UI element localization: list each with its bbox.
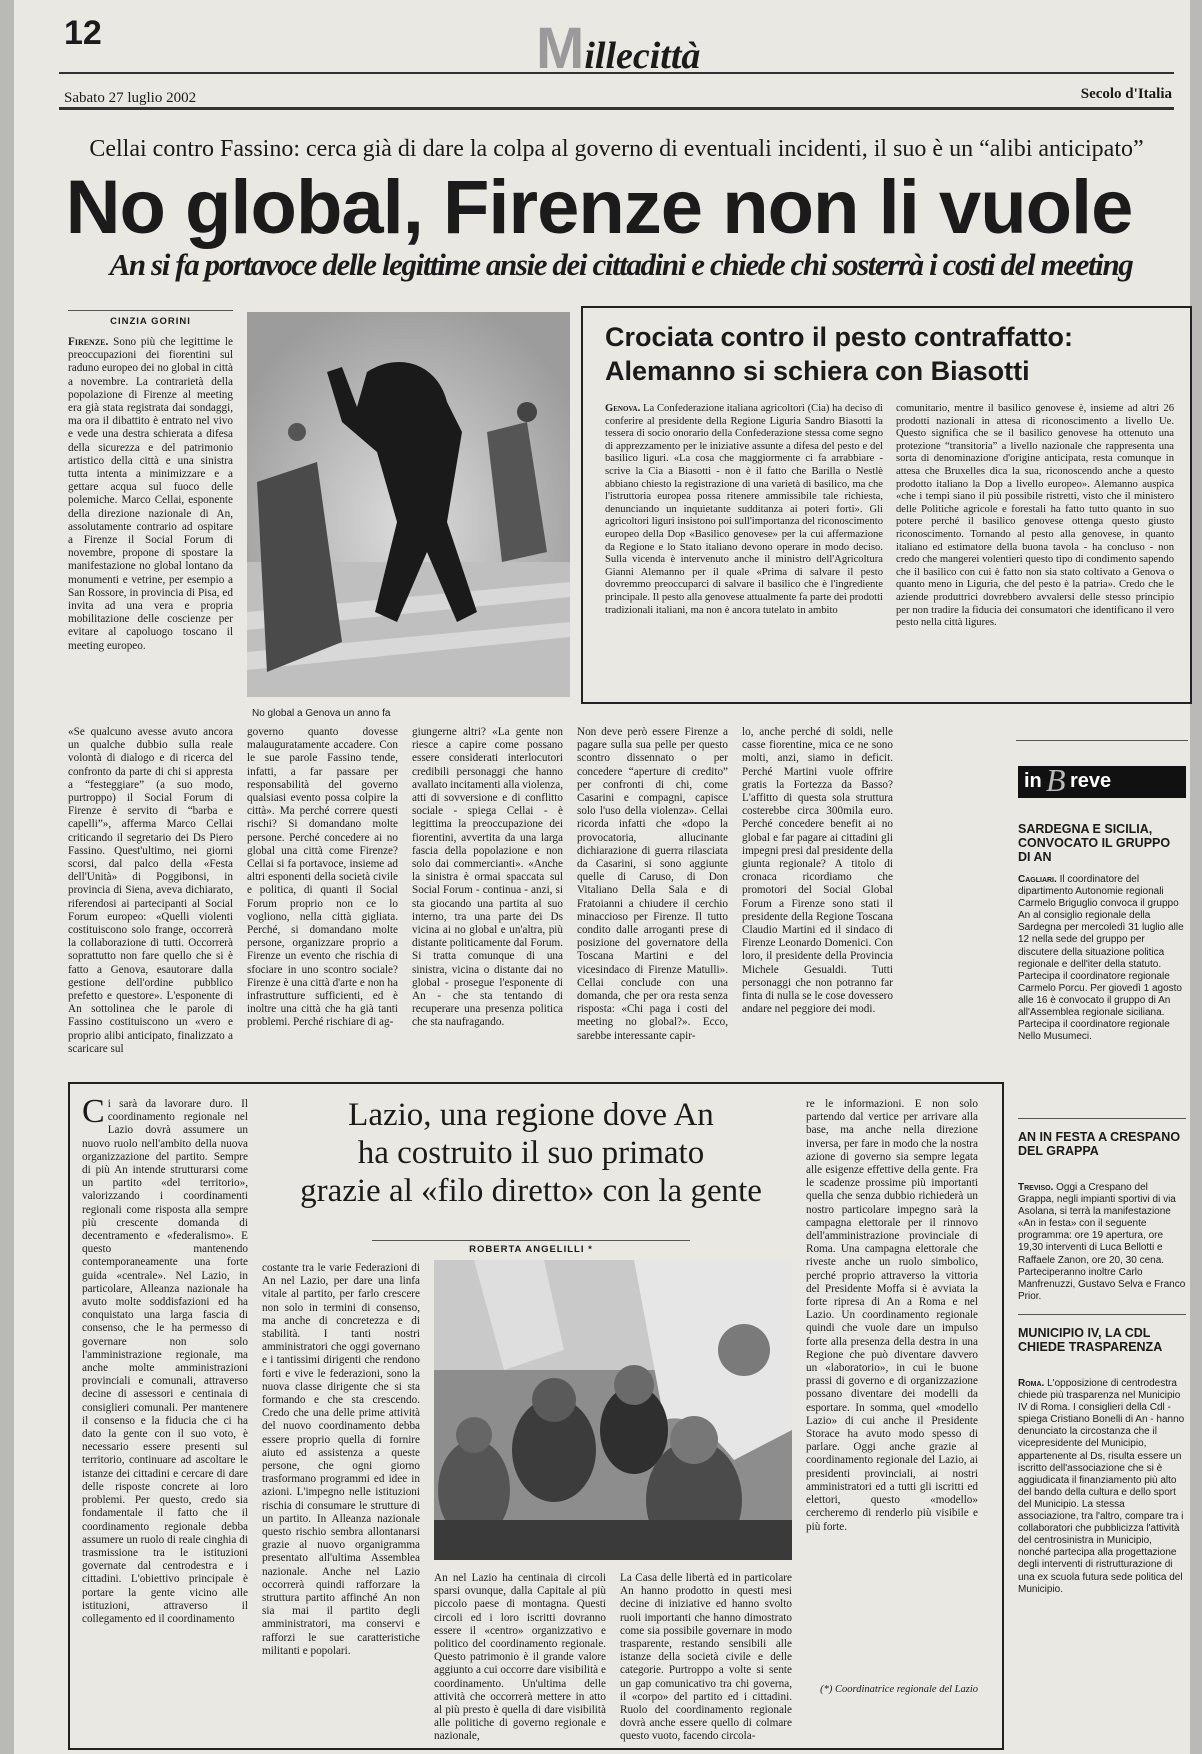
brief-1-body	[1018, 874, 1186, 1108]
lead-col-5: lo, anche perché di soldi, nelle casse fiorentine, mica ce ne sono molti, anzi, siamo in deficit. Perché Martini vuole offrire gratis la Fortezza da Basso? L'affitto di questa sola struttura costerebbe circa 300mila euro. Perché concedere benefit ai no global e far pagare ai cittadini gli impegni presi dal presidente della giunta regionale? A titolo di cronaca ricordiamo che promotori del Social Global Forum a Firenze sono stati il presidente della Regione Toscana Claudio Martini ed il sindaco di Firenze Leonardo Domenici. Con loro, il presidente della Provincia Michele Gesualdi. Tutti personaggi che non potranno far finta di nulla se le cose dovessero andare nel peggiore dei modi.	[742, 726, 893, 1016]
brief-1-title: SARDEGNA E SICILIA, CONVOCATO IL GRUPPO DI AN	[1018, 822, 1171, 864]
lead-dateline: Firenze.	[68, 336, 109, 348]
lazio-story-box	[68, 1082, 1004, 1750]
lead-col-1	[68, 336, 233, 724]
brief-rule-1	[1018, 1118, 1186, 1119]
in-breve-logo-b: B	[1046, 762, 1066, 798]
lazio-col-1	[82, 1093, 248, 1738]
lazio-col-3a: An nel Lazio ha centinaia di circoli sparsi ovunque, dalla Capitale al più piccolo paese di montagna. Questi circoli ed i loro iscritti dovranno essere il «centro» organizzativo e politico del coordinamento regionale. Questo patrimonio è il grande valore aggiunto a cui occorre dare visibilità e coordinamento. Un'ultima delle attività che occorrerà mettere in atto al più presto è quella di dare visibilità alle politiche di governo regionale e nazionale,	[434, 1572, 606, 1743]
byline-rule	[68, 310, 233, 311]
brief-3-body	[1018, 1378, 1186, 1690]
lead-photo-caption: No global a Genova un anno fa	[252, 708, 391, 719]
pesto-col-1	[605, 403, 883, 693]
masthead-rule	[59, 72, 1174, 74]
lead-headline: No global, Firenze non li vuole	[65, 165, 1133, 250]
pesto-headline-line-1: Crociata contro il pesto contraffatto:	[605, 322, 1074, 352]
lead-photo	[247, 312, 570, 697]
pesto-dateline: Genova.	[605, 403, 641, 414]
brief-top-rule	[1016, 740, 1188, 741]
lead-col-4: Non deve però essere Firenze a pagare sulla sua pelle per questo scontro dissennato o per concedere “aperture di credito” per confronti di chi, come Casarini e compagni, capisce solo l'uso della violenza». Cellai ricorda infatti che «dopo la provocatoria, allucinante dichiarazione di guerra rilasciata da Casarini, si sono aggiunte quelle di Caruso, di Don Vitaliano Della Sala e di Fratoianni a chiudere il cerchio minaccioso per Firenze. Il tutto condito dalle arroganti prese di posizione del governatore della Toscana Martini e del vicesindaco di Firenze Matulli». Cellai conclude con una domanda, che per ora resta senza risposta: «Chi paga i costi del meeting no global?». Ecco, sarebbe interessante capir-	[577, 726, 728, 1042]
brief-1-text: Il coordinatore del dipartimento Autonomie regionali Carmelo Briguglio convoca il gruppo An al consiglio regionale della Sardegna per mercoledì 31 luglio alle 12 nella sede del gruppo per discutere della situazione politica regionale e dell'iter della statuto. Partecipa il coordinatore regionale Carmelo Porcu. Per giovedì 1 agosto alle 16 è convocato il gruppo di An all'Assemblea regionale siciliana. Partecipa il coordinatore regionale Nello Musumeci.	[1018, 874, 1184, 1043]
brief-2-dateline: Treviso.	[1018, 1182, 1054, 1193]
pesto-col-1-text: La Confederazione italiana agricoltori (Cia) ha deciso di conferire al presidente della Regione Liguria Sandro Biasotti la tessera di socio onorario della Confederazione stessa come segno di apprezzamento per le iniziative assunte a difesa del pesto e del basilico liguri. «La cosa che maggiormente ci fa arrabbiare - scrive la Cia a Biasotti - non è il fatto che Barilla o Nestlè abbiano chiesto la registrazione di una varietà di basilico, ma che l'istruttoria europea possa ritenere ammissibile tale richiesta, denunciando un inquietante sudditanza ai poteri forti». Gli agricoltori liguri insistono poi sull'importanza del riconoscimento europeo della Dop «Basilico genovese» per la cui affermazione da Regione e lo Stato italiano devono operare in modo deciso. Sulla vicenda è intervenuto anche il ministro dell'Agricoltura Gianni Alemanno per il quale «Prima di salvare il pesto dovremmo preoccuparci di salvare il basilico che è l'ingrediente principale. Il pesto alla genovese attualmente fa parte dei prodotti tradizionali italiani, ma non è ancora tutelato in ambito	[605, 403, 883, 616]
brief-rule-2	[1018, 1314, 1186, 1315]
brief-2-body	[1018, 1182, 1186, 1306]
lead-photo-image	[247, 312, 570, 697]
lead-subheadline: An si fa portavoce delle legittime ansie dei cittadini e chiede chi sosterrà i costi del meeting	[109, 247, 1133, 282]
brief-3-title: MUNICIPIO IV, LA CDL CHIEDE TRASPARENZA	[1018, 1326, 1163, 1354]
lazio-col-3b: La Casa delle libertà ed in particolare An hanno prodotto in questi mesi decine di iniziative ed hanno svolto ruoli importanti che hanno dimostrato come sia possibile governare in modo trasparente, restando sensibili alle istanze della società civile e delle categorie. Purtroppo a volte si sente un gap comunicativo tra chi governa, il «corpo» del partito ed i cittadini. Ruolo del coordinamento regionale dovrà anche essere quello di colmare questo vuoto, facendo circola-	[620, 1572, 792, 1743]
pesto-story-box	[581, 306, 1192, 704]
lazio-dropcap: C	[82, 1093, 105, 1130]
brief-3-text: L'opposizione di centrodestra chiede più trasparenza nel Municipio IV di Roma. I consiglieri della Cdl - spiega Cristiano Bonelli di An - hanno denunciato la circostanza che il vicepresidente del Municipio, appartenente al Ds, risulta essere un iscritto dell'associazione che si è aggiudicata il finanziamento più alto del bando della cultura e dello sport del Municipio. La stessa associazione, tra l'altro, compare tra i collaboratori che pubblicizza l'attività del centrosinistra in Municipio, nonché partecipa alla progettazione degli interventi di ristrutturazione di una ex scuola futura sede politica del Municipio.	[1018, 1378, 1185, 1595]
brief-3-dateline: Roma.	[1018, 1378, 1045, 1389]
lead-col-1b: «Se qualcuno avesse avuto ancora un qualche dubbio sulla reale volontà di dialogo e di ricerca del confronto da parte di chi si appresta a “festeggiare” (a suo modo, purtroppo) il Social Forum di Firenze è servito di “barba e capelli”», afferma Marco Cellai criticando il segretario dei Ds Piero Fassino. Quest'ultimo, nei giorni scorsi, dal palco della «Festa dell'Unità» di Poggibonsi, in provincia di Siena, aveva dichiarato, riferendosi ai partecipanti al Social Forum europeo: «Quelli violenti costituiscono solo frange, occorrerà la collaborazione di tutti. Occorrerà soprattutto non fare quello che si è fatto a Genova, esautorare dalla gestione dell'ordine pubblico prefetto e questore». L'esponente di An sottolinea che le parole di Fassino costituiscono un «vero e proprio alibi anticipato, finalizzato a scaricare sul	[68, 726, 233, 1055]
in-breve-logo-rest: reve	[1070, 770, 1112, 792]
in-breve-logo-in: in	[1024, 770, 1042, 792]
lazio-title-line-1: Lazio, una regione dove An	[348, 1097, 714, 1133]
newspaper-page	[14, 0, 1190, 1754]
lazio-signature: (*) Coordinatrice regionale del Lazio	[820, 1684, 978, 1695]
pesto-headline-line-2: Alemanno si schiera con Biasotti	[605, 356, 1030, 386]
brief-1-dateline: Cagliari.	[1018, 874, 1057, 885]
newspaper-name: Secolo d'Italia	[1080, 86, 1172, 102]
section-initial: M	[536, 16, 585, 81]
brief-2-title: AN IN FESTA A CRESPANO DEL GRAPPA	[1018, 1130, 1181, 1158]
brief-2-text: Oggi a Crespano del Grappa, negli impianti sportivi di via Asolana, si terrà la manifestazione «An in festa» con il seguente programma: ore 19 apertura, ore 19,30 interventi di Luca Bellotti e Raffaele Zanon, ore 20, 30 cena. Parteciperanno inoltre Carlo Manfrenuzzi, Gustavo Selva e Franco Prior.	[1018, 1182, 1186, 1302]
lead-byline: CINZIA GORINI	[110, 316, 191, 327]
lazio-col-2: costante tra le varie Federazioni di An nel Lazio, per dare una linfa vitale al partito, per farlo crescere non solo in termini di consenso, ma anche di concretezza e di stabilità. I tanti nostri amministratori che oggi governano e i tantissimi dirigenti che rendono forti e vive le federazioni, sono la nuova classe dirigente che si sta formando e che sta crescendo. Credo che una delle prime attività del nuovo coordinamento debba essere proprio quella di fornire aiuto ed assistenza a queste persone, che ogni giorno trasformano programmi ed idee in azioni. L'impegno nelle istituzioni rischia di consumare le strutture di un partito. In Alleanza nazionale questo rischio sembra allontanarsi grazie al nuovo organigramma presentato all'ultima Assemblea nazionale. Anche nel Lazio occorrerà quindi rafforzare la struttura partito affinché An non sia mai il partito degli amministratori, ma conservi e rafforzi le sue caratteristiche militanti e popolari.	[262, 1262, 420, 1657]
pesto-headline	[605, 320, 1073, 388]
lazio-title	[262, 1096, 800, 1210]
lead-kicker: Cellai contro Fassino: cerca già di dare la colpa al governo di eventuali incidenti, il suo è un “alibi anticipato”	[89, 136, 1144, 162]
lazio-title-line-3: grazie al «filo diretto» con la gente	[300, 1173, 762, 1209]
header-rule	[59, 107, 1174, 110]
in-breve-logo	[1018, 762, 1186, 798]
lead-col-3: giungerne altri? «La gente non riesce a capire come possano essere considerati interlocutori credibili personaggi che hanno avallato incitamenti alla violenza, atti di sovversione e di conflitto sociale - spiega Cellai - è legittima la preoccupazione dei fiorentini, avvertita da una larga fascia della popolazione e non solo dai commercianti». «Anche la sinistra è ormai spaccata sul Social Forum - continua - anzi, si sta giocando una partita al suo interno, tra una parte dei Ds vicina ai no global e un'altra, più distante politicamente dal Forum. Si tratta comunque di una sinistra, vicina o distante dai no global - prosegue l'esponente di An - che sta tentando di recuperare una presenza politica che sta naufragando.	[412, 726, 563, 1029]
lazio-photo-image	[434, 1260, 792, 1560]
section-name: illecittà	[584, 35, 701, 77]
lazio-col-1-text: i sarà da lavorare duro. Il coordinamento regionale nel Lazio dovrà assumere un nuovo ruolo nell'ambito della nuova organizzazione del partito. Sempre di più An intende strutturarsi come un partito «del territorio», valorizzando i coordinamenti regionali come risposta alla sempre più crescente domanda di decentramento e «federalismo». E questo mantenendo contemporaneamente una forte guida «centrale». Nel Lazio, in particolare, Alleanza nazionale ha avuto molte soddisfazioni ed ha conquistato una larga fascia di consenso, che le ha permesso di governare non solo l'amministrazione regionale, ma anche molte amministrazioni provinciali e comunali, attraverso decine di assessori e centinaia di consiglieri comunali. Per mantenere il consenso e la fiducia che ci ha dato la gente con il suo voto, è necessario essere presenti sul territorio, continuare ad ascoltare le istanze dei cittadini e cercare di dare delle risposte concrete ai loro problemi. Per questo, credo sia fondamentale il fatto che il coordinamento regionale debba assumere un ruolo di reale cinghia di trasmissione tra le istituzioni governate dal centrodestra e i cittadini. L'obiettivo principale è portare la gente vicino alle istituzioni, attraverso il collegamento ed il coordinamento	[82, 1098, 248, 1625]
lazio-byline: ROBERTA ANGELILLI *	[469, 1244, 593, 1255]
lead-col-2: governo quanto dovesse malauguratamente accadere. Con le sue parole Fassino tende, infatti, a far passare per responsabilità del governo qualsiasi evento possa colpire la città». Ma perché correre questi rischi? Si domandano molte persone. Perché concedere ai no global una città come Firenze? Cellai si fa portavoce, insieme ad altri esponenti della società civile e politica, di quanti il Social Forum proprio non ce lo vogliono, nella città gigliata. Perché, si domandano molte persone, organizzare proprio a Firenze un evento che rischia di sfociare in uno scontro sociale? Firenze è una città d'arte e non ha infrastrutture sufficienti, ed è inoltre una città che ha già tanti problemi. Perché rischiare di ag-	[247, 726, 398, 1029]
lazio-col-4: re le informazioni. E non solo partendo dal vertice per arrivare alla base, ma anche nella direzione inversa, per fare in modo che la nostra azione di governo sia sempre legata alle esigenze effettive della gente. Fra le scadenze prossime più importanti quella che senza dubbio richiederà un nostro particolare impegno sarà la campagna elettorale per il rinnovo dell'amministrazione provinciale di Roma. Una campagna elettorale che riveste anche un ruolo simbolico, perché proprio attraverso la vittoria del Presidente Moffa si è avviata la forte ripresa di An a Roma e nel Lazio. Un coordinamento regionale quindi che vuole dare un impulso forte alla presenza della destra in una Regione che può diventare davvero un «laboratorio», in cui le buone prassi di governo e di organizzazione possano diventare dei modelli da esportare. In somma, quel «modello Lazio» di cui anche il Presidente Storace ha avuto modo spesso di parlare. Oggi anche grazie al coordinamento regionale del Lazio, ai presidenti provinciali, ai nostri amministratori ed a tutti gli iscritti ed elettori, questo «modello» cercheremo di renderlo più visibile e più forte.	[806, 1098, 978, 1533]
page-number: 12	[64, 14, 102, 52]
lead-col-1-text: Sono più che legittime le preoccupazioni dei fiorentini sul raduno europeo dei no global in città a novembre. La contrarietà della popolazione di Firenze al meeting era già stata registrata dai sondaggi, ma ora il dibattito è entrato nel vivo e vede una destra schierata a difesa della sicurezza e del patrimonio artistico della città e una sinistra tutta intenta a minimizzare e a gettare acqua sul fuoco delle polemiche. Marco Cellai, esponente della direzione nazionale di An, assolutamente contrario ad ospitare a Firenze il Social Forum di novembre, propone di spostare la manifestazione no global lontano da monumenti e vetrine, per esempio a San Rossore, in provincia di Pisa, ed invita ad una vera e propria mobilitazione delle coscienze per evitare al capoluogo toscano il meeting europeo.	[68, 336, 234, 652]
lazio-photo	[434, 1260, 792, 1560]
lazio-title-line-2: ha costruito il suo primato	[357, 1135, 705, 1171]
issue-date: Sabato 27 luglio 2002	[64, 90, 197, 106]
lazio-byline-rule	[372, 1240, 690, 1241]
section-masthead	[536, 16, 701, 81]
pesto-col-2: comunitario, mentre il basilico genovese è, insieme ad altri 26 prodotti nazionali in attesa di riconoscimento a livello Ue. Questo significa che se il basilico genovese ha ottenuto una protezione “transitoria” a livello nazionale che rappresenta una sorta di denominazione d'origine anticipata, resta comunque in attesa che Bruxelles dica la sua, riconoscendo anche a questo prodotto italiano la Dop a livello europeo». Alemanno auspica «che i tempi siano il più possibile ristretti, visto che il ministero delle Politiche agricole e forestali ha fatto tutto quanto in suo potere perché il basilico genovese ottenga questo giusto riconoscimento. Tornando al pesto alla genovese, in quanto italiano ed estimatore della buona tavola - ha concluso - non credo che mangerei volentieri questo tipo di condimento sapendo che il basilico con cui è fatto non sia stato coltivato a Genova o quanto meno in Liguria, che del pesto è la patria». Credo che le aziende produttrici dovrebbero avvalersi delle stesso principio per non tradire la fiducia dei consumatori che identificano il vero pesto nella città ligures.	[896, 403, 1174, 629]
